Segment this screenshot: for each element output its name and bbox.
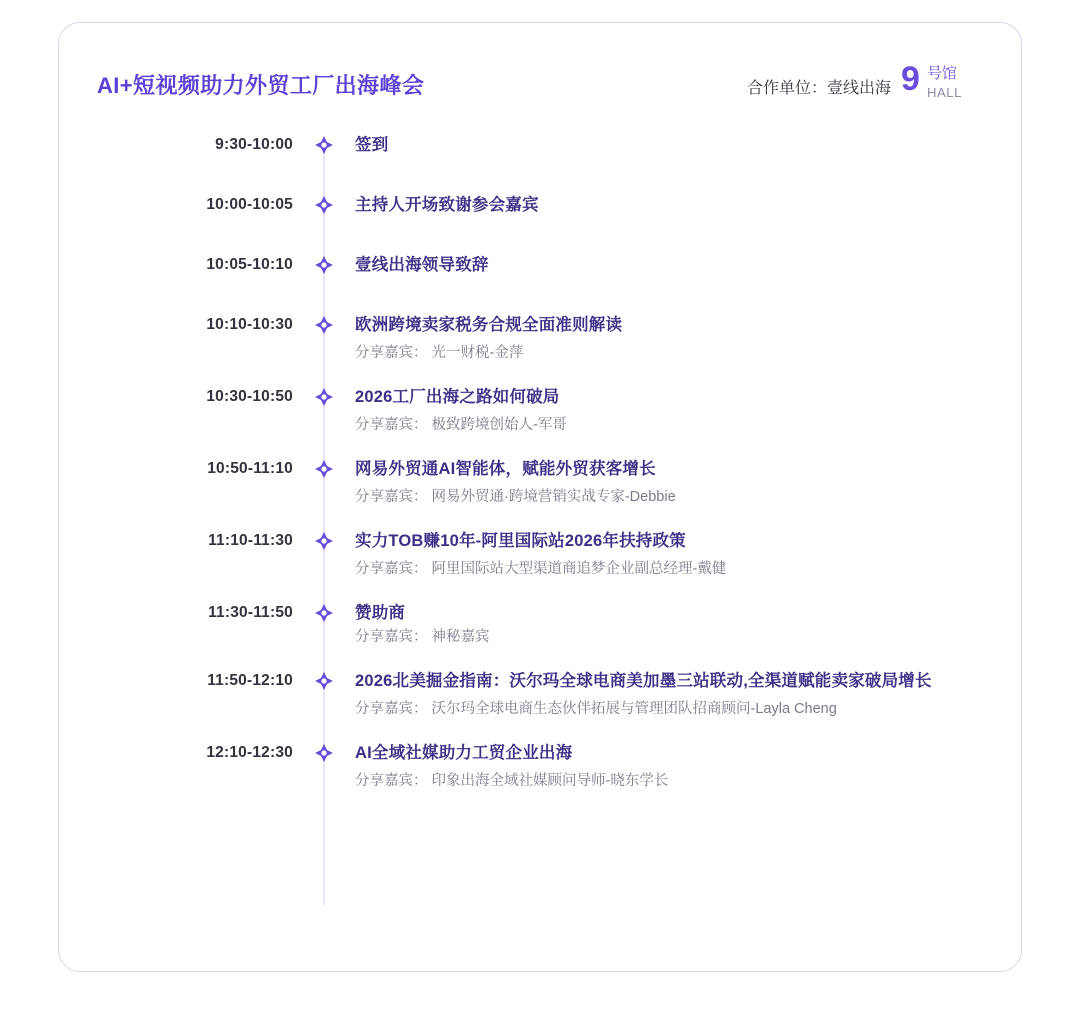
agenda-row bbox=[97, 741, 997, 791]
agenda-topic: 赞助商 bbox=[355, 604, 406, 622]
agenda-time: 11:50-12:10 bbox=[207, 672, 293, 689]
agenda-time: 10:10-10:30 bbox=[206, 316, 293, 333]
agenda-content bbox=[355, 601, 997, 647]
agenda-row bbox=[97, 385, 997, 435]
timeline-marker bbox=[293, 133, 355, 157]
agenda-time: 10:00-10:05 bbox=[206, 196, 293, 213]
agenda-speaker: 分享嘉宾： 印象出海全域社媒顾问导师-晓东学长 bbox=[355, 773, 669, 789]
hall-badge bbox=[901, 60, 991, 111]
page-title: AI+短视频助力外贸工厂出海峰会 bbox=[97, 73, 425, 98]
agenda-row bbox=[97, 133, 997, 171]
timeline-marker bbox=[293, 193, 355, 217]
hall-number: 9 bbox=[901, 60, 920, 98]
card-header bbox=[97, 61, 991, 113]
agenda-timeline bbox=[97, 133, 997, 951]
agenda-content bbox=[355, 193, 997, 217]
diamond-node-icon bbox=[313, 670, 335, 692]
hall-label-cn: 号馆 bbox=[927, 65, 958, 82]
agenda-topic: 2026北美掘金指南：沃尔玛全球电商美加墨三站联动,全渠道赋能卖家破局增长 bbox=[355, 672, 932, 690]
timeline-marker bbox=[293, 741, 355, 765]
agenda-row bbox=[97, 669, 997, 719]
agenda-topic: 壹线出海领导致辞 bbox=[355, 256, 489, 274]
agenda-speaker: 分享嘉宾： 阿里国际站大型渠道商追梦企业副总经理-戴健 bbox=[355, 561, 727, 577]
diamond-node-icon bbox=[313, 194, 335, 216]
agenda-time: 10:50-11:10 bbox=[207, 460, 293, 477]
agenda-row bbox=[97, 313, 997, 363]
timeline-marker bbox=[293, 601, 355, 625]
agenda-row bbox=[97, 601, 997, 647]
agenda-time: 11:10-11:30 bbox=[208, 532, 293, 549]
timeline-marker bbox=[293, 529, 355, 553]
agenda-speaker: 分享嘉宾： 沃尔玛全球电商生态伙伴拓展与管理团队招商顾问-Layla Cheng bbox=[355, 701, 837, 717]
agenda-row bbox=[97, 193, 997, 231]
agenda-speaker: 分享嘉宾： 神秘嘉宾 bbox=[355, 629, 490, 645]
agenda-row bbox=[97, 253, 997, 291]
hall-label-en: HALL bbox=[927, 85, 962, 100]
agenda-content bbox=[355, 669, 997, 719]
agenda-rows bbox=[97, 133, 997, 791]
diamond-node-icon bbox=[313, 134, 335, 156]
agenda-content bbox=[355, 741, 997, 791]
timeline-marker bbox=[293, 669, 355, 693]
agenda-speaker: 分享嘉宾： 极致跨境创始人-军哥 bbox=[355, 417, 567, 433]
agenda-topic: 2026工厂出海之路如何破局 bbox=[355, 388, 560, 406]
timeline-marker bbox=[293, 313, 355, 337]
timeline-marker bbox=[293, 457, 355, 481]
agenda-row bbox=[97, 529, 997, 579]
agenda-speaker: 分享嘉宾： 光一财税-金萍 bbox=[355, 345, 524, 361]
diamond-node-icon bbox=[313, 386, 335, 408]
agenda-time: 10:30-10:50 bbox=[206, 388, 293, 405]
agenda-topic: 欧洲跨境卖家税务合规全面准则解读 bbox=[355, 316, 623, 334]
agenda-topic: 实力TOB赚10年-阿里国际站2026年扶持政策 bbox=[355, 532, 686, 550]
agenda-time: 9:30-10:00 bbox=[215, 136, 293, 153]
agenda-topic: AI全域社媒助力工贸企业出海 bbox=[355, 744, 573, 762]
diamond-node-icon bbox=[313, 530, 335, 552]
timeline-marker bbox=[293, 385, 355, 409]
timeline-marker bbox=[293, 253, 355, 277]
diamond-node-icon bbox=[313, 254, 335, 276]
agenda-content bbox=[355, 457, 997, 507]
partner-label: 合作单位：壹线出海 bbox=[746, 80, 891, 97]
agenda-content bbox=[355, 133, 997, 157]
diamond-node-icon bbox=[313, 314, 335, 336]
agenda-content bbox=[355, 529, 997, 579]
agenda-time: 11:30-11:50 bbox=[208, 604, 293, 621]
agenda-row bbox=[97, 457, 997, 507]
diamond-node-icon bbox=[313, 458, 335, 480]
agenda-card bbox=[58, 22, 1022, 972]
agenda-speaker: 分享嘉宾： 网易外贸通·跨境营销实战专家-Debbie bbox=[355, 489, 676, 505]
agenda-content bbox=[355, 253, 997, 277]
agenda-content bbox=[355, 313, 997, 363]
agenda-time: 10:05-10:10 bbox=[206, 256, 293, 273]
agenda-topic: 网易外贸通AI智能体，赋能外贸获客增长 bbox=[355, 460, 656, 478]
agenda-time: 12:10-12:30 bbox=[206, 744, 293, 761]
diamond-node-icon bbox=[313, 742, 335, 764]
agenda-topic: 签到 bbox=[355, 136, 389, 154]
diamond-node-icon bbox=[313, 602, 335, 624]
agenda-content bbox=[355, 385, 997, 435]
agenda-topic: 主持人开场致谢参会嘉宾 bbox=[355, 196, 539, 214]
